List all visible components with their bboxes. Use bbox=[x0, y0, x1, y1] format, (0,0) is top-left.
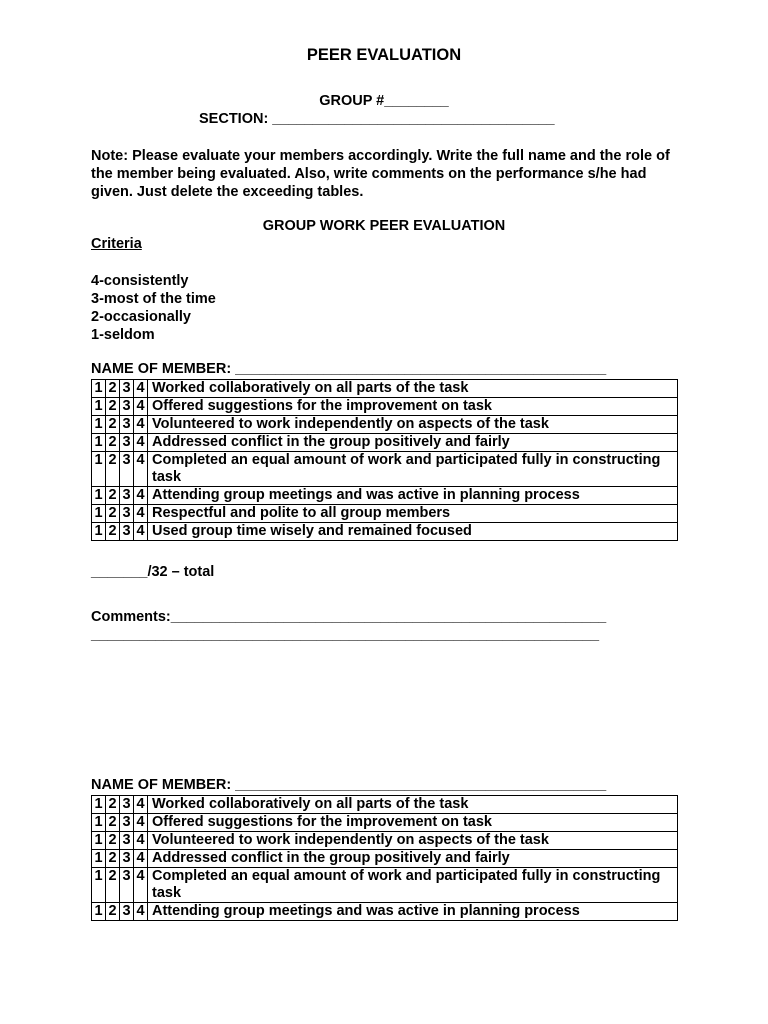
criterion-text: Respectful and polite to all group members bbox=[148, 505, 678, 523]
table-row bbox=[92, 416, 678, 434]
score-1[interactable]: 1 bbox=[92, 796, 106, 814]
table-row bbox=[92, 380, 678, 398]
score-2[interactable]: 2 bbox=[106, 452, 120, 487]
score-2[interactable]: 2 bbox=[106, 416, 120, 434]
score-1[interactable]: 1 bbox=[92, 832, 106, 850]
scale-item: 4-consistently bbox=[91, 273, 189, 289]
section-line[interactable]: SECTION: ___________________________________ bbox=[199, 111, 555, 127]
comments-line[interactable]: Comments:______________________________________________________ bbox=[91, 609, 607, 625]
score-2[interactable]: 2 bbox=[106, 832, 120, 850]
score-1[interactable]: 1 bbox=[92, 850, 106, 868]
criterion-text: Addressed conflict in the group positively and fairly bbox=[148, 850, 678, 868]
instructions-note: Note: Please evaluate your members accordingly. Write the full name and the role of the member being evaluated. Also, write comments on the performance s/he had given. Just delete the exceeding tables. bbox=[91, 148, 670, 200]
criterion-text: Completed an equal amount of work and participated fully in constructing task bbox=[148, 452, 678, 487]
scale-item: 2-occasionally bbox=[91, 309, 191, 325]
score-3[interactable]: 3 bbox=[120, 868, 134, 903]
score-1[interactable]: 1 bbox=[92, 868, 106, 903]
table-row bbox=[92, 850, 678, 868]
score-4[interactable]: 4 bbox=[134, 523, 148, 541]
criterion-text: Worked collaboratively on all parts of the task bbox=[148, 380, 678, 398]
table-row bbox=[92, 796, 678, 814]
score-1[interactable]: 1 bbox=[92, 416, 106, 434]
score-4[interactable]: 4 bbox=[134, 832, 148, 850]
criterion-text: Addressed conflict in the group positively and fairly bbox=[148, 434, 678, 452]
table-row bbox=[92, 832, 678, 850]
score-1[interactable]: 1 bbox=[92, 398, 106, 416]
criterion-text: Offered suggestions for the improvement on task bbox=[148, 814, 678, 832]
score-4[interactable]: 4 bbox=[134, 452, 148, 487]
score-3[interactable]: 3 bbox=[120, 850, 134, 868]
score-3[interactable]: 3 bbox=[120, 380, 134, 398]
score-1[interactable]: 1 bbox=[92, 452, 106, 487]
score-1[interactable]: 1 bbox=[92, 523, 106, 541]
evaluation-table bbox=[91, 379, 678, 541]
score-1[interactable]: 1 bbox=[92, 505, 106, 523]
criterion-text: Worked collaboratively on all parts of the task bbox=[148, 796, 678, 814]
score-3[interactable]: 3 bbox=[120, 416, 134, 434]
total-score-line[interactable]: _______/32 – total bbox=[91, 564, 215, 580]
criterion-text: Used group time wisely and remained focused bbox=[148, 523, 678, 541]
rating-scale bbox=[91, 272, 216, 344]
score-3[interactable]: 3 bbox=[120, 814, 134, 832]
member-name-line[interactable]: NAME OF MEMBER: ______________________________________________ bbox=[91, 361, 607, 377]
score-3[interactable]: 3 bbox=[120, 487, 134, 505]
score-4[interactable]: 4 bbox=[134, 434, 148, 452]
score-4[interactable]: 4 bbox=[134, 850, 148, 868]
score-2[interactable]: 2 bbox=[106, 487, 120, 505]
table-row bbox=[92, 505, 678, 523]
score-2[interactable]: 2 bbox=[106, 434, 120, 452]
score-3[interactable]: 3 bbox=[120, 796, 134, 814]
scale-item: 3-most of the time bbox=[91, 291, 216, 307]
score-2[interactable]: 2 bbox=[106, 523, 120, 541]
evaluation-table bbox=[91, 795, 678, 921]
score-1[interactable]: 1 bbox=[92, 487, 106, 505]
score-1[interactable]: 1 bbox=[92, 380, 106, 398]
member-name-line[interactable]: NAME OF MEMBER: ______________________________________________ bbox=[91, 777, 607, 793]
score-3[interactable]: 3 bbox=[120, 434, 134, 452]
page-title: PEER EVALUATION bbox=[306, 46, 462, 64]
criterion-text: Attending group meetings and was active in planning process bbox=[148, 487, 678, 505]
table-row bbox=[92, 903, 678, 921]
table-row bbox=[92, 868, 678, 903]
score-4[interactable]: 4 bbox=[134, 868, 148, 903]
subtitle: GROUP WORK PEER EVALUATION bbox=[262, 218, 506, 234]
table-row bbox=[92, 398, 678, 416]
score-3[interactable]: 3 bbox=[120, 452, 134, 487]
score-4[interactable]: 4 bbox=[134, 903, 148, 921]
score-2[interactable]: 2 bbox=[106, 380, 120, 398]
score-2[interactable]: 2 bbox=[106, 398, 120, 416]
score-4[interactable]: 4 bbox=[134, 487, 148, 505]
table-row bbox=[92, 434, 678, 452]
criterion-text: Volunteered to work independently on aspects of the task bbox=[148, 416, 678, 434]
score-4[interactable]: 4 bbox=[134, 796, 148, 814]
score-2[interactable]: 2 bbox=[106, 796, 120, 814]
score-1[interactable]: 1 bbox=[92, 814, 106, 832]
scale-item: 1-seldom bbox=[91, 327, 155, 343]
table-row bbox=[92, 523, 678, 541]
score-4[interactable]: 4 bbox=[134, 416, 148, 434]
score-2[interactable]: 2 bbox=[106, 850, 120, 868]
score-3[interactable]: 3 bbox=[120, 903, 134, 921]
criterion-text: Completed an equal amount of work and participated fully in constructing task bbox=[148, 868, 678, 903]
score-3[interactable]: 3 bbox=[120, 523, 134, 541]
score-2[interactable]: 2 bbox=[106, 505, 120, 523]
score-4[interactable]: 4 bbox=[134, 380, 148, 398]
score-2[interactable]: 2 bbox=[106, 903, 120, 921]
score-2[interactable]: 2 bbox=[106, 868, 120, 903]
score-1[interactable]: 1 bbox=[92, 903, 106, 921]
comments-line-2[interactable]: _______________________________________________________________ bbox=[91, 627, 600, 643]
table-row bbox=[92, 452, 678, 487]
table-row bbox=[92, 814, 678, 832]
score-4[interactable]: 4 bbox=[134, 398, 148, 416]
score-2[interactable]: 2 bbox=[106, 814, 120, 832]
score-3[interactable]: 3 bbox=[120, 398, 134, 416]
score-1[interactable]: 1 bbox=[92, 434, 106, 452]
score-4[interactable]: 4 bbox=[134, 814, 148, 832]
criterion-text: Attending group meetings and was active in planning process bbox=[148, 903, 678, 921]
criteria-heading: Criteria bbox=[91, 236, 142, 252]
criterion-text: Volunteered to work independently on aspects of the task bbox=[148, 832, 678, 850]
score-3[interactable]: 3 bbox=[120, 505, 134, 523]
group-number-line[interactable]: GROUP #________ bbox=[319, 93, 449, 109]
score-3[interactable]: 3 bbox=[120, 832, 134, 850]
score-4[interactable]: 4 bbox=[134, 505, 148, 523]
criterion-text: Offered suggestions for the improvement on task bbox=[148, 398, 678, 416]
table-row bbox=[92, 487, 678, 505]
